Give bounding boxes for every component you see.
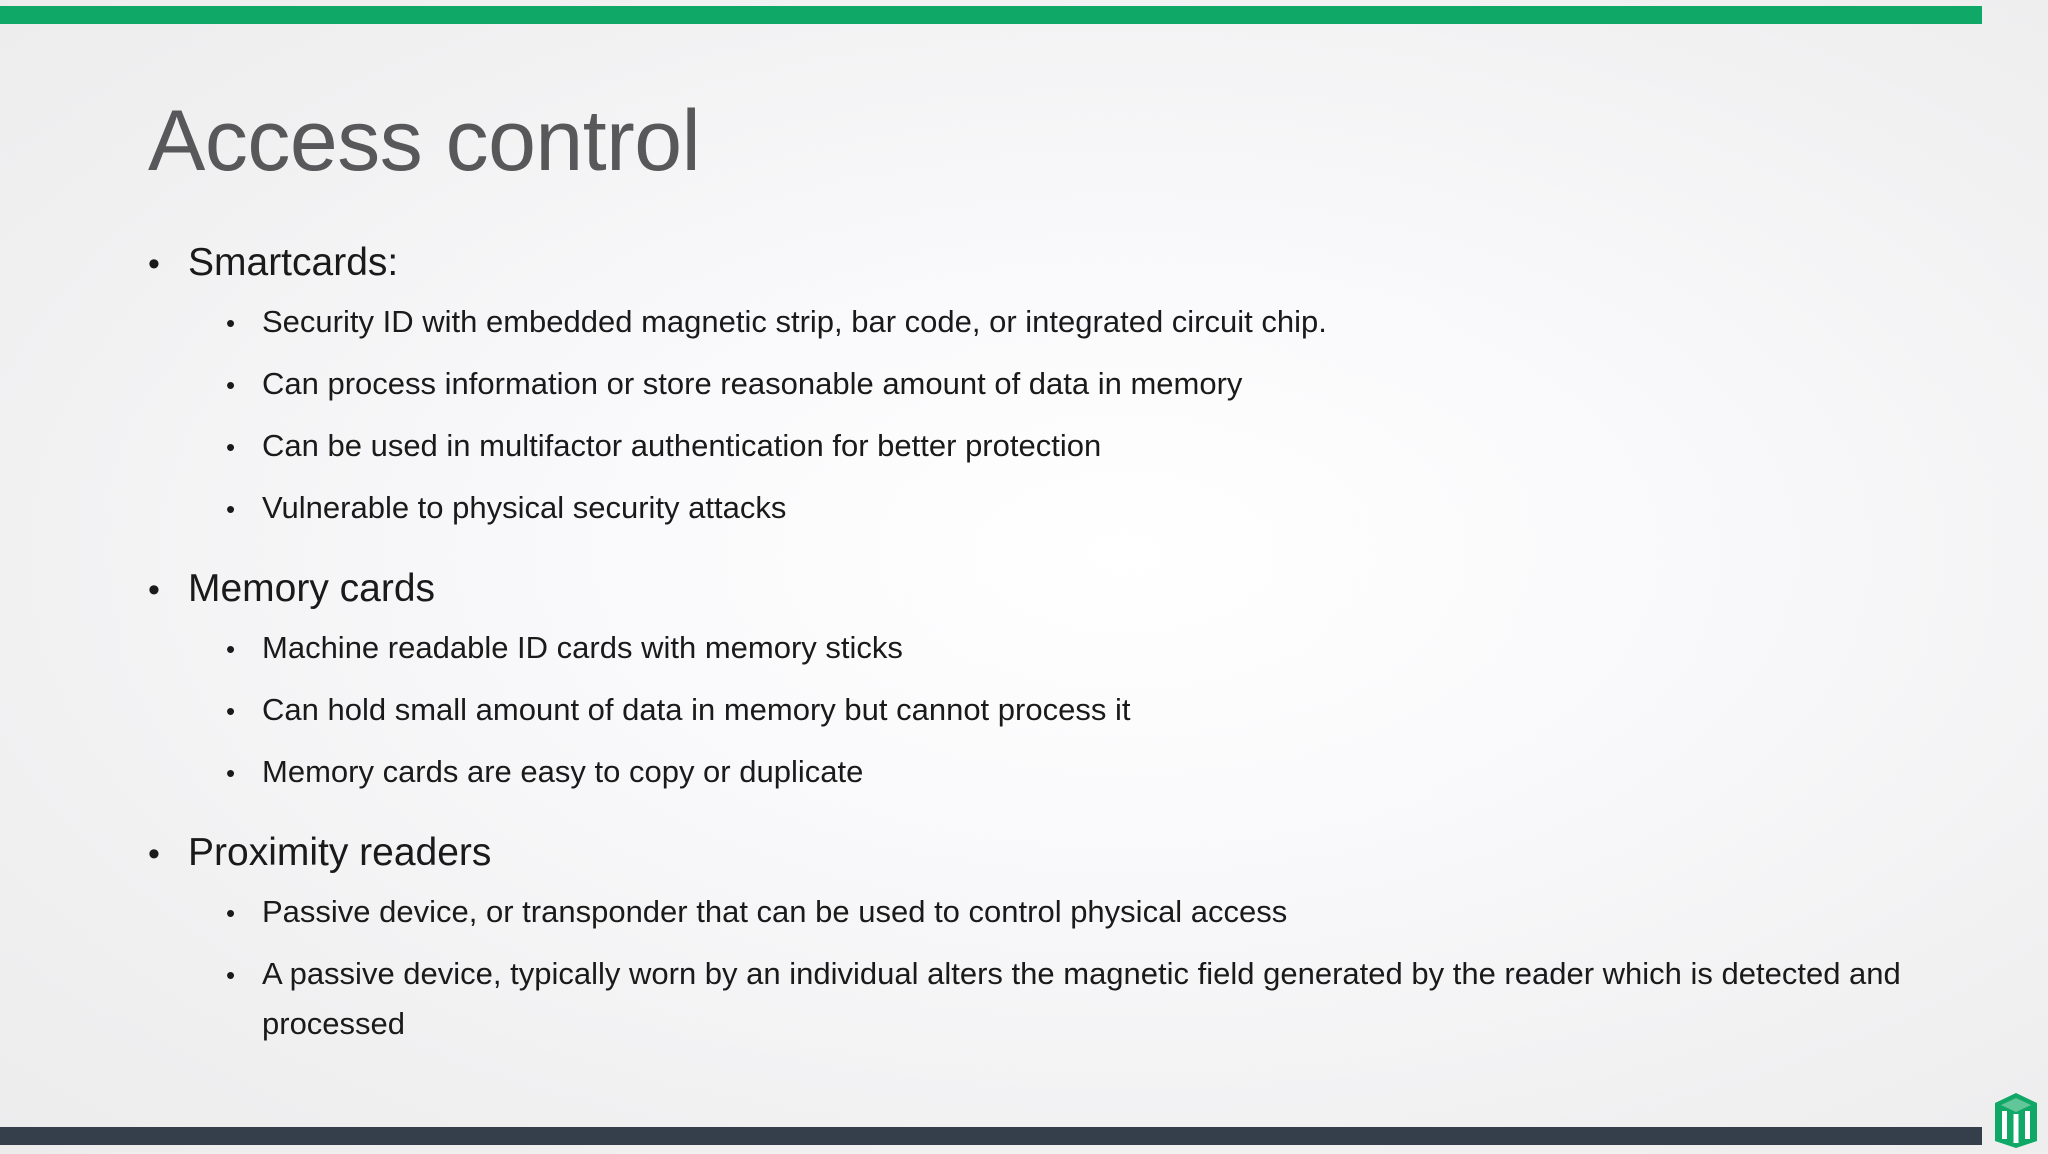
section-memory-cards [148,562,1928,798]
sub-bullet-text: Passive device, or transponder that can be used to control physical access [262,894,1288,929]
bullet-heading-text: Smartcards: [188,241,399,284]
bullet-icon: • [148,835,160,873]
bullet-icon: • [148,571,160,609]
bullet-icon: • [226,308,236,338]
sub-bullet-text: A passive device, typically worn by an individual alters the magnetic field generated by the reader which is detected and processed [262,956,1901,1041]
sub-bullet-item [226,297,1928,348]
sub-bullet-text: Security ID with embedded magnetic strip, bar code, or integrated circuit chip. [262,304,1327,339]
sub-bullet-text: Machine readable ID cards with memory sticks [262,630,903,665]
sub-bullet-list [148,297,1928,534]
bullet-icon: • [226,494,236,524]
top-accent-bar [0,6,1982,24]
sub-bullet-text: Can hold small amount of data in memory but cannot process it [262,692,1131,727]
bullet-heading-text: Memory cards [188,567,436,610]
sub-bullet-item [226,623,1928,674]
sub-bullet-item [226,949,1928,1049]
section-smartcards [148,236,1928,534]
shield-book-logo-icon [1993,1091,2039,1149]
bullet-icon: • [148,245,160,283]
bullet-icon: • [226,898,236,928]
bullet-icon: • [226,758,236,788]
bullet-icon: • [226,634,236,664]
slide-body [148,236,1928,1077]
sub-bullet-text: Can process information or store reasonable amount of data in memory [262,366,1243,401]
bullet-heading [148,562,1928,617]
sub-bullet-text: Memory cards are easy to copy or duplicate [262,754,864,789]
slide-title: Access control [148,93,701,189]
sub-bullet-list [148,887,1928,1049]
bullet-heading-text: Proximity readers [188,831,492,874]
sub-bullet-item [226,421,1928,472]
section-proximity-readers [148,826,1928,1049]
bullet-icon: • [226,960,236,990]
sub-bullet-item [226,887,1928,938]
sub-bullet-item [226,483,1928,534]
bullet-heading [148,826,1928,881]
sub-bullet-list [148,623,1928,798]
sub-bullet-text: Can be used in multifactor authentication for better protection [262,428,1102,463]
sub-bullet-item [226,747,1928,798]
bullet-icon: • [226,432,236,462]
bullet-heading [148,236,1928,291]
sub-bullet-item [226,685,1928,736]
bullet-icon: • [226,696,236,726]
bullet-icon: • [226,370,236,400]
sub-bullet-item [226,359,1928,410]
sub-bullet-text: Vulnerable to physical security attacks [262,490,787,525]
bottom-accent-bar [0,1127,1982,1145]
